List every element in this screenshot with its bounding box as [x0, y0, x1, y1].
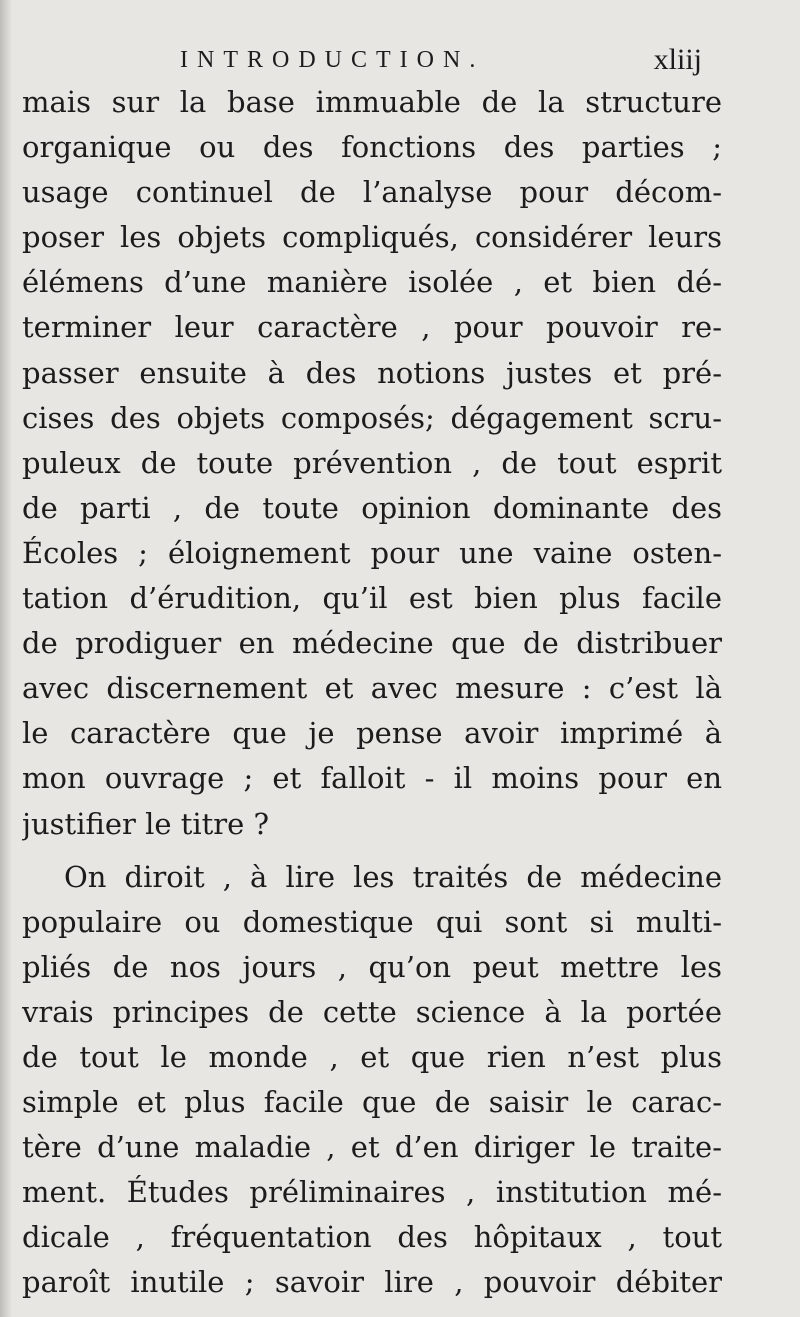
text-line: ment. Études préliminaires , institution mé-	[22, 1175, 722, 1210]
body-text	[22, 80, 722, 1306]
running-head	[0, 40, 800, 80]
text-line: tère d’une maladie , et d’en diriger le traite-	[22, 1130, 722, 1165]
text-line: élémens d’une manière isolée , et bien dé-	[22, 265, 722, 300]
paragraph-gap	[22, 847, 722, 855]
text-line: puleux de toute prévention , de tout esprit	[22, 445, 722, 480]
text-line: simple et plus facile que de saisir le carac-	[22, 1085, 722, 1120]
text-line: terminer leur caractère , pour pouvoir re-	[22, 310, 722, 345]
text-line: usage continuel de l’analyse pour décom-	[22, 175, 722, 210]
text-line: justifier le titre ?	[22, 806, 270, 841]
text-line: mon ouvrage ; et falloit - il moins pour en	[22, 761, 722, 796]
running-title: INTRODUCTION.	[180, 47, 485, 73]
text-line: le caractère que je pense avoir imprimé à	[22, 716, 722, 751]
text-line: poser les objets compliqués, considérer leurs	[22, 220, 722, 255]
text-line: organique ou des fonctions des parties ;	[22, 130, 722, 165]
text-line: paroît inutile ; savoir lire , pouvoir débiter	[22, 1265, 722, 1300]
text-line: de tout le monde , et que rien n’est plus	[22, 1039, 722, 1074]
paragraph-1	[22, 80, 722, 847]
text-line: de parti , de toute opinion dominante des	[22, 490, 722, 525]
text-line: populaire ou domestique qui sont si multi-	[22, 904, 722, 939]
paragraph-2	[22, 855, 722, 1306]
text-line: Écoles ; éloignement pour une vaine osten-	[22, 535, 722, 570]
text-line: mais sur la base immuable de la structure	[22, 85, 722, 119]
text-line: avec discernement et avec mesure : c’est là	[22, 671, 722, 706]
text-line: pliés de nos jours , qu’on peut mettre les	[22, 949, 722, 984]
text-line: vrais principes de cette science à la portée	[22, 994, 722, 1029]
page-number: xliij	[653, 43, 702, 76]
text-line: tation d’érudition, qu’il est bien plus facile	[22, 581, 722, 616]
page-edge-shadow	[0, 0, 12, 1317]
text-line: passer ensuite à des notions justes et pré-	[22, 355, 722, 390]
text-line: cises des objets composés; dégagement scru-	[22, 400, 722, 435]
text-line: de prodiguer en médecine que de distribuer	[22, 626, 722, 661]
text-line: On diroit , à lire les traités de médecine	[64, 859, 722, 894]
text-line: dicale , fréquentation des hôpitaux , tout	[22, 1220, 722, 1255]
